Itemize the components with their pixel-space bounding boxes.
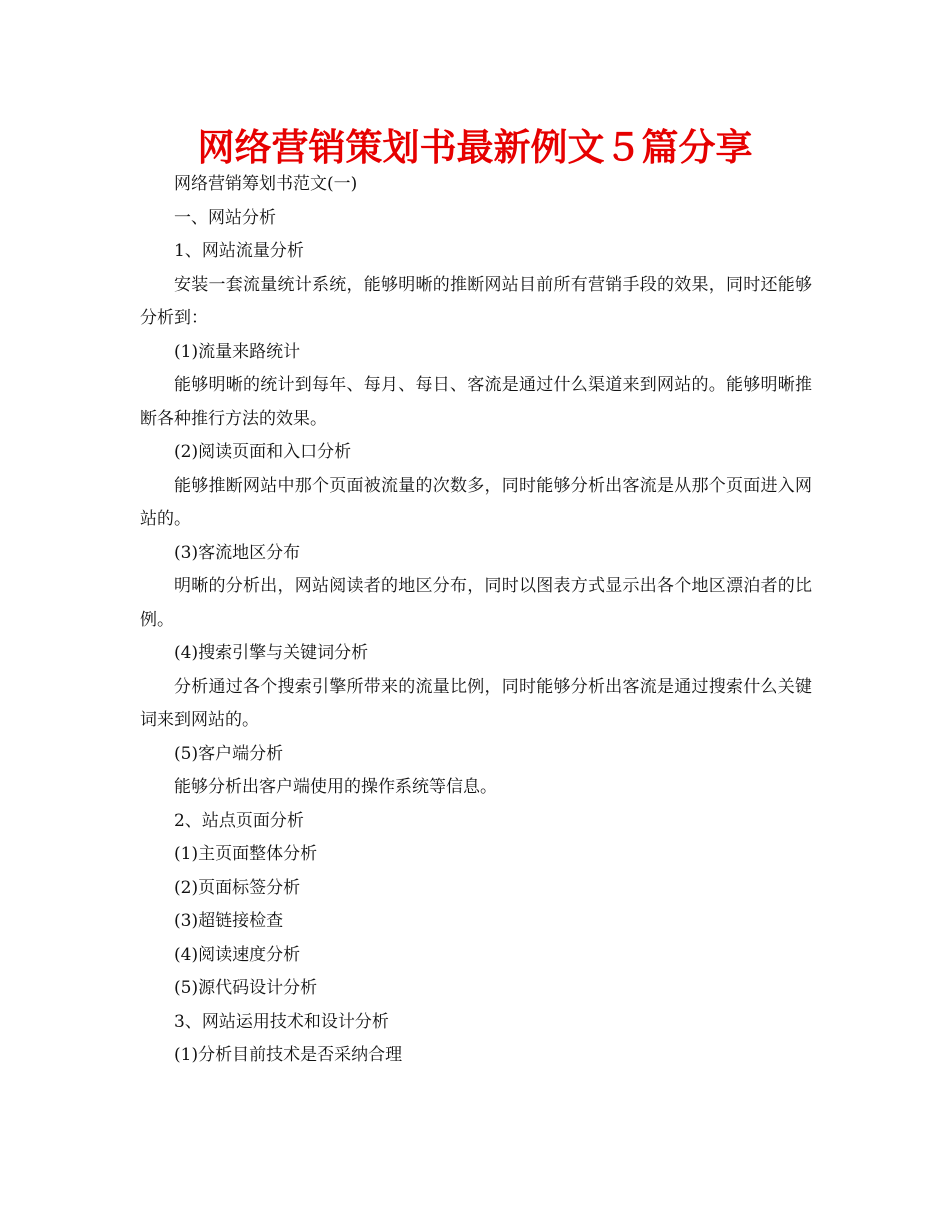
paragraph: 3、网站运用技术和设计分析 [174,1011,389,1032]
document-body [140,168,812,1073]
paragraph: 能够明晰的统计到每年、每月、每日、客流是通过什么渠道来到网站的。能够明晰推断各种推行方法的效果。 [140,375,812,429]
paragraph: (1)流量来路统计 [174,341,301,362]
paragraph: (1)主页面整体分析 [174,844,318,864]
paragraph: 能够分析出客户端使用的操作系统等信息。 [174,777,497,797]
paragraph: (2)页面标签分析 [174,877,301,898]
paragraph: 分析通过各个搜索引擎所带来的流量比例，同时能够分析出客流是通过搜索什么关键词来到网站的。 [140,676,812,730]
document-title: 网络营销策划书最新例文５篇分享 [197,126,753,169]
paragraph: (2)阅读页面和入口分析 [174,442,352,462]
paragraph: (3)客流地区分布 [174,542,301,563]
paragraph: 2、站点页面分析 [174,810,304,831]
paragraph: 网络营销筹划书范文(一) [174,174,358,194]
paragraph: (1)分析目前技术是否采纳合理 [174,1045,403,1065]
paragraph: (4)阅读速度分析 [174,944,301,965]
paragraph: 明晰的分析出，网站阅读者的地区分布，同时以图表方式显示出各个地区漂泊者的比例。 [140,576,812,630]
paragraph: (5)源代码设计分析 [174,978,318,998]
paragraph: 安装一套流量统计系统，能够明晰的推断网站目前所有营销手段的效果，同时还能够分析到： [140,274,812,328]
paragraph: (3)超链接检查 [174,911,284,931]
paragraph: 1、网站流量分析 [174,241,304,261]
paragraph: (4)搜索引擎与关键词分析 [174,643,369,663]
paragraph: (5)客户端分析 [174,743,284,764]
paragraph: 能够推断网站中那个页面被流量的次数多，同时能够分析出客流是从那个页面进入网站的。 [140,475,812,529]
paragraph: 一、网站分析 [174,207,276,228]
